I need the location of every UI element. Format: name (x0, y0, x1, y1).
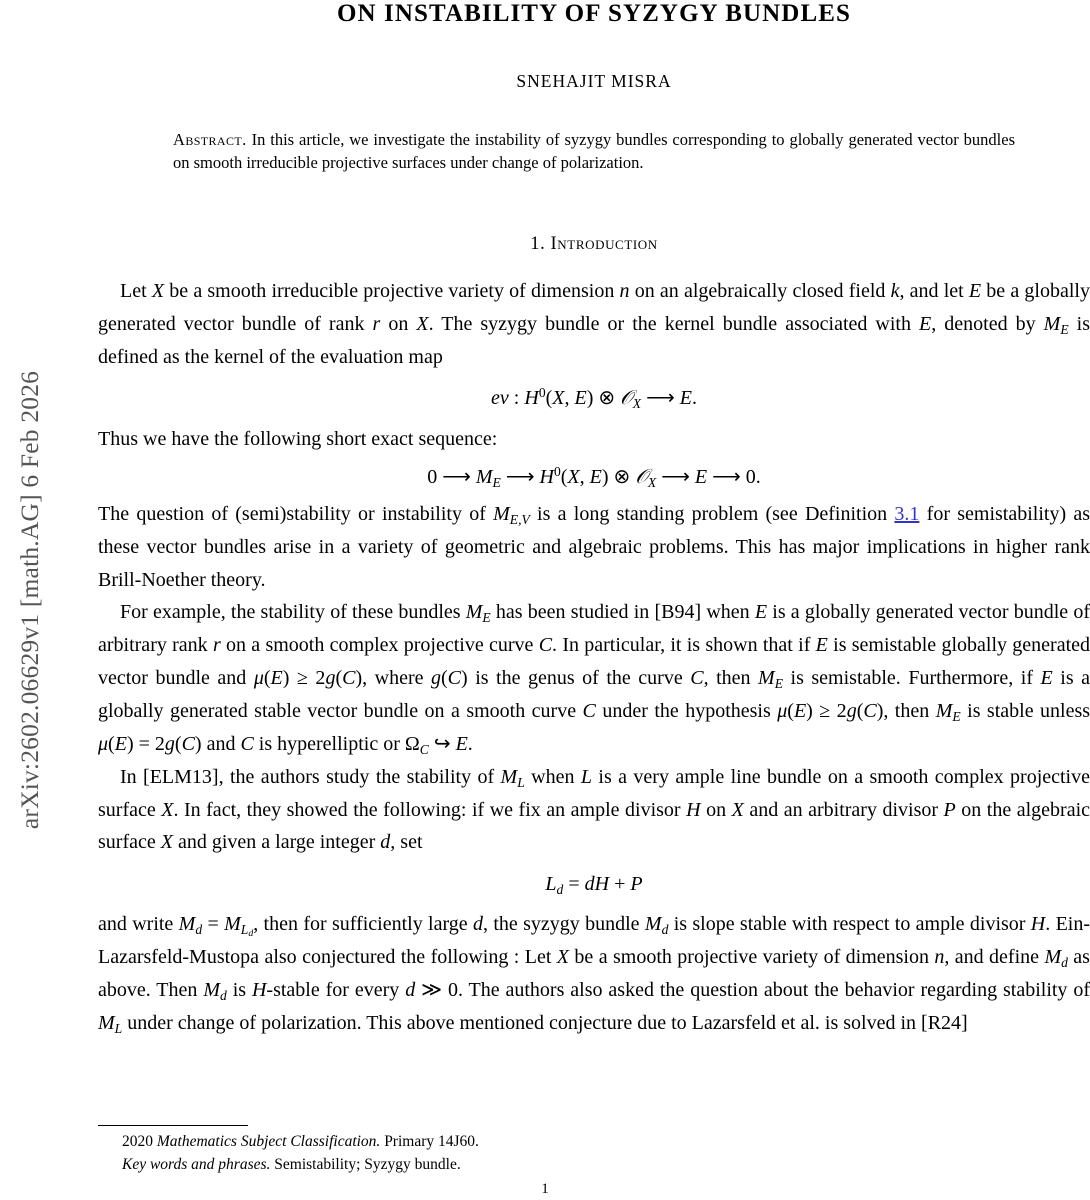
footnote-separator (98, 1125, 248, 1126)
section-number: 1. (530, 234, 546, 255)
section-heading (98, 234, 1090, 255)
footnote-keywords-title: Key words and phrases. (122, 1155, 271, 1173)
paragraph-6: and write $M_d = M_{Ld}$, then for sufficiently large d, the syzygy bundle $M_d$ is slope stable with respect to ample divisor H. Ein-Lazarsfeld-Mustopa also conjectured the following : Let X be a smooth projective variety of dimension n, and define $M_d$ as above. Then $M_d$ is H-stable for every d ≫ 0. The authors also asked the question about the behavior regarding stability of $M_L$ under change of polarization. This above mentioned conjecture due to Lazarsfeld et al. is solved in [R24] (98, 912, 1090, 1037)
paragraph-5: In [ELM13], the authors study the stability of $M_L$ when L is a very ample line bundle on a smooth complex projective surface X. In fact, they showed the following: if we fix an ample divisor H on X and an arbitrary divisor P on the algebraic surface X and given a large integer d, set (98, 765, 1090, 854)
footnote-msc-year: 2020 (122, 1132, 153, 1150)
paragraph-3: The question of (semi)stability or instability of $M_{E,V}$ is a long standing problem (see Definition 3.1 for semistability) as these vector bundles arise in a variety of geometric and algebraic problems. This has major implications in higher rank Brill-Noether theory. (98, 503, 1090, 591)
section-title: Introduction (550, 234, 658, 255)
equation-short-exact-sequence: 0 ⟶ $M_E$ ⟶ $H^0(X$, E) ⊗ 𝒪$_X$ ⟶ E ⟶ 0. (427, 464, 761, 490)
footnotes-block (98, 1130, 1090, 1177)
paragraph-4: For example, the stability of these bundles $M_E$ has been studied in [B94] when E is a globally generated vector bundle of arbitrary rank r on a smooth complex projective curve C. In particular, it is shown that if E is semistable globally generated vector bundle and μ(E) ≥ 2g(C), where g(C) is the genus of the curve C, then $M_E$ is semistable. Furthermore, if E is a globally generated stable vector bundle on a smooth curve C under the hypothesis μ(E) ≥ 2g(C), then $M_E$ is stable unless μ(E) = 2g(C) and C is hyperelliptic or $\Omega_C$ ↪ E. (98, 601, 1090, 757)
footnote-msc-title: Mathematics Subject Classification. (156, 1132, 381, 1150)
page-number: 1 (541, 1181, 549, 1197)
abstract-block (173, 128, 1015, 175)
page-title: ON INSTABILITY OF SYZYGY BUNDLES (336, 0, 851, 27)
footnote-keywords (98, 1153, 1090, 1176)
arxiv-identifier-text: arXiv:2602.06629v1 [math.AG] 6 Feb 2026 (15, 370, 44, 830)
equation-evaluation-map: ev : $H^0(X$, E) ⊗ 𝒪$_X$ ⟶ E. (491, 385, 697, 412)
paper-page (98, 0, 1090, 1200)
body-text (98, 275, 1090, 1040)
author-name: SNEHAJIT MISRA (516, 70, 672, 91)
arxiv-identifier-stamp (0, 0, 60, 1200)
paragraph-1: Let X be a smooth irreducible projective variety of dimension n on an algebraically closed field k, and let E be a globally generated vector bundle of rank r on X. The syzygy bundle or the kernel bundle associated with E, denoted by $M_E$ is defined as the kernel of the evaluation map (98, 280, 1090, 368)
footnote-msc (98, 1130, 1090, 1153)
abstract-text: In this article, we investigate the instability of syzygy bundles corresponding to globally generated vector bundles on smooth irreducible projective surfaces under change of polarization. (173, 129, 1015, 172)
paragraph-2: Thus we have the following short exact sequence: (98, 427, 498, 450)
abstract-label: Abstract. (173, 129, 247, 149)
definition-reference-link[interactable]: 3.1 (894, 503, 920, 526)
footnote-msc-value: Primary 14J60. (384, 1132, 479, 1150)
footnote-keywords-value: Semistability; Syzygy bundle. (274, 1155, 461, 1173)
equation-line-bundle-ld: $L_d$ = dH + P (545, 872, 643, 897)
